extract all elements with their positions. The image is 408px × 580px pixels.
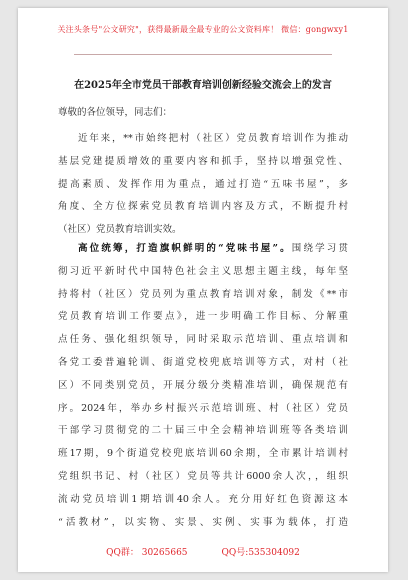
paragraph-line: 提高素质、发挥作用为重点，通过打造“五味书屋”，多 bbox=[58, 178, 348, 190]
paragraph-line: 近年来，**市始终把村（社区）党员教育培训作为推动 bbox=[78, 133, 348, 144]
paragraph-line: 流动党员培训1期培训40余人。充分用好红色资源这本 bbox=[58, 493, 348, 505]
paragraph-line: “活教材”，以实物、实景、实例、实事为载体，打造 bbox=[58, 516, 348, 528]
section-heading: 高位统筹，打造旗帜鲜明的“党味书屋”。 bbox=[78, 243, 292, 254]
paragraph-line: 党组织书记、村（社区）党员等共计6000余人次，，组织 bbox=[58, 470, 348, 482]
paragraph-first-line bbox=[58, 238, 348, 261]
paragraph-line: 彻习近平新时代中国特色社会主义思想主题主线，每年坚 bbox=[58, 265, 348, 277]
salutation: 尊敬的各位领导，同志们： bbox=[58, 107, 173, 118]
footer-qq-number: QQ号:535304092 bbox=[221, 548, 300, 558]
document-title: 在2025年全市党员干部教育培训创新经验交流会上的发言 bbox=[74, 80, 332, 91]
paragraph-line: 各党工委普遍轮训、街道党校兜底培训等方式，对村（社 bbox=[58, 356, 348, 368]
paragraph-line: 班17期，9个街道党校兜底培训60余期，全市累计培训村 bbox=[58, 448, 348, 460]
paragraph-line: 区）不同类别党员，开展分级分类精准培训，确保规范有 bbox=[58, 379, 348, 391]
paragraph-line-rest: 围绕学习贯 bbox=[291, 243, 348, 254]
paragraph-line: 点任务、强化组织领导，同时采取示范培训、重点培训和 bbox=[58, 334, 348, 346]
paragraph-line: （社区）党员教育培训实效。 bbox=[58, 224, 182, 236]
paragraph-line: 党员教育培训工作要点》，进一步明确工作目标、分解重 bbox=[58, 311, 348, 323]
paragraph-line: 干部学习贯彻党的二十届三中全会精神培训班等各类培训 bbox=[58, 425, 348, 437]
paragraph-intro bbox=[58, 128, 348, 242]
header-divider bbox=[74, 54, 332, 55]
document-page bbox=[18, 8, 388, 572]
paragraph-party-study bbox=[58, 238, 348, 534]
paragraph-line: 角度、全方位探索党员教育培训内容及方式，不断提升村 bbox=[58, 201, 348, 213]
paragraph-line: 持将村（社区）党员列为重点教育培训对象，制发《**市 bbox=[58, 288, 348, 300]
footer-qq-group: QQ群： 30265665 bbox=[106, 548, 188, 558]
paragraph-line: 基层党建提质增效的重要内容和抓手，坚持以增强党性、 bbox=[58, 155, 348, 167]
paragraph-line: 序。2024年，举办乡村振兴示范培训班、村（社区）党员 bbox=[58, 402, 348, 414]
header-banner: 关注头条号"公文研究"，获得最新最全最专业的公文资料库！ 微信：gongwxy1 bbox=[57, 25, 349, 34]
footer-contact bbox=[18, 545, 388, 558]
